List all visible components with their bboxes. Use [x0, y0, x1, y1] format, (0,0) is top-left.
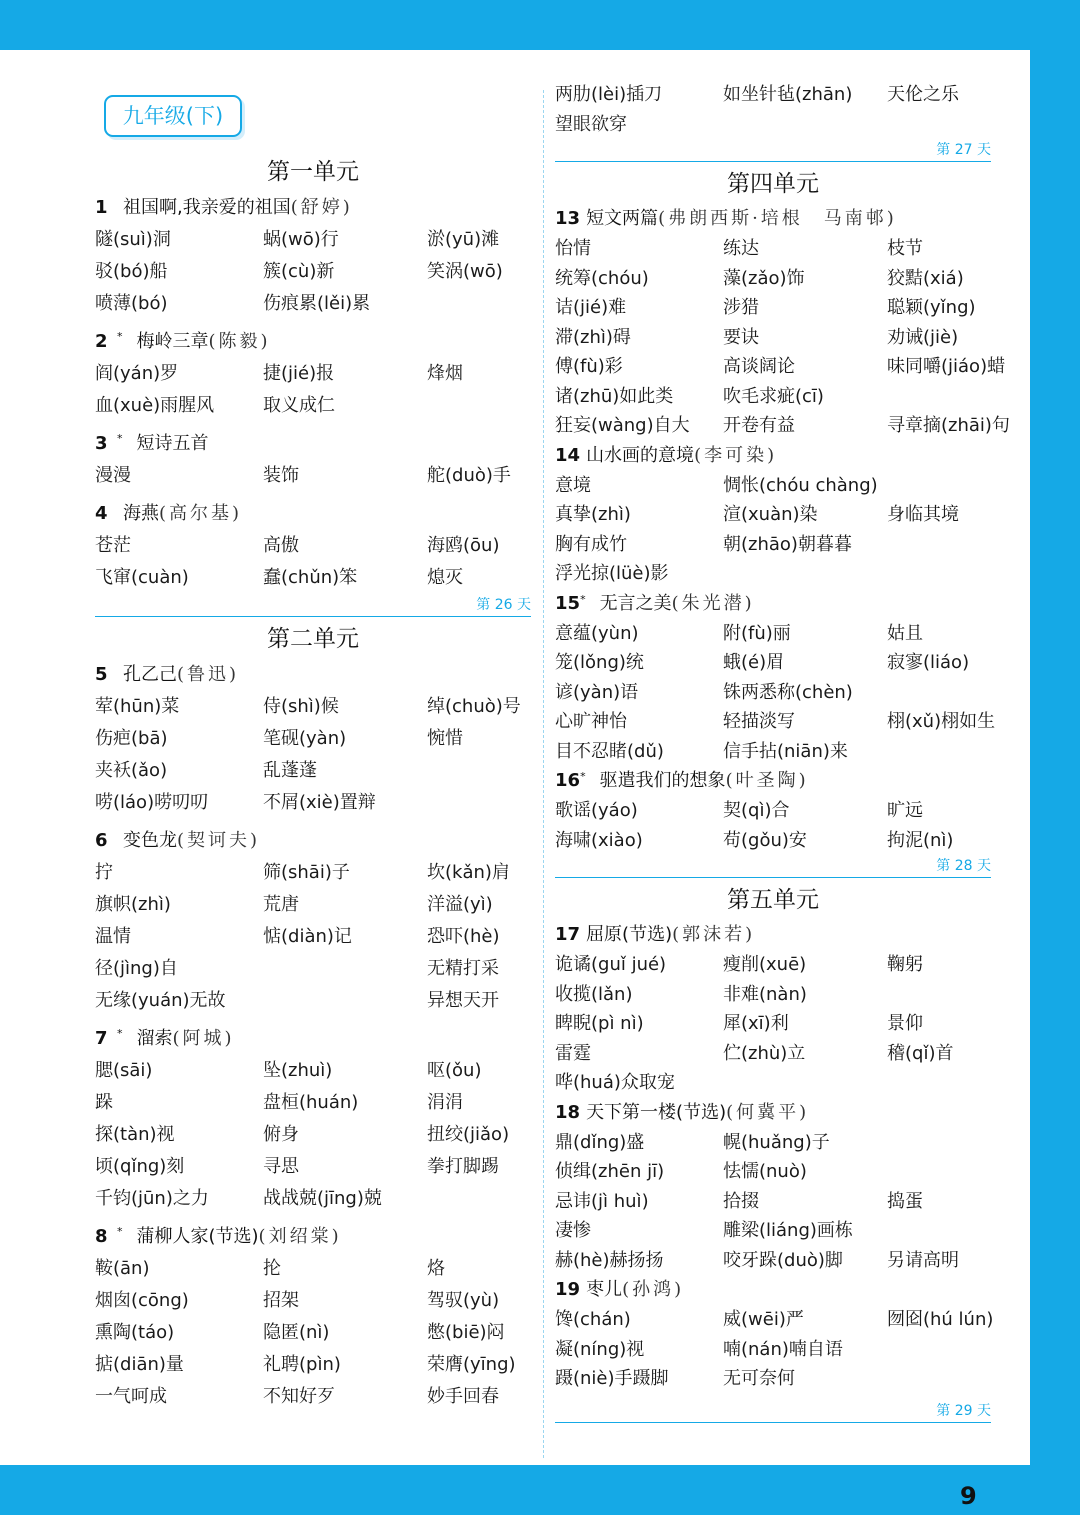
word-item: 不知好歹 — [263, 1386, 335, 1407]
word-item — [427, 1183, 531, 1215]
word-item: 伤痕累(lěi)累 — [263, 293, 371, 314]
word-item: 烽烟 — [427, 363, 463, 384]
word-item: 劝诫(jiè) — [887, 326, 959, 348]
lesson-title: 屈原(节选) — [586, 924, 673, 945]
word-item: 荤(hūn)菜 — [95, 696, 180, 717]
word-item: 拳打脚踢 — [427, 1156, 499, 1177]
word-item — [887, 382, 991, 412]
word-item: 无缘(yuán)无故 — [95, 990, 226, 1011]
word-item: 练达 — [723, 238, 759, 259]
word-item: 睥睨(pì nì) — [555, 1013, 644, 1034]
word-grid — [95, 857, 531, 1017]
lesson-heading — [555, 589, 991, 619]
word-item: 涓涓 — [427, 1092, 463, 1113]
lesson-author: (契诃夫) — [177, 830, 261, 851]
word-item: 驳(bó)船 — [95, 261, 168, 282]
word-grid — [95, 460, 531, 492]
word-item: 伤疤(bā) — [95, 728, 168, 749]
word-item: 开卷有益 — [723, 415, 795, 436]
unit-title: 第一单元 — [267, 159, 359, 185]
lesson-author: (叶圣陶) — [725, 770, 809, 791]
lesson-title: 天下第一楼(节选) — [586, 1101, 727, 1123]
word-grid — [555, 1305, 994, 1394]
lesson-number: 8 — [95, 1226, 108, 1247]
lesson-number: 13 — [555, 208, 581, 229]
lesson-title: 海燕 — [123, 503, 159, 524]
word-grid — [95, 1055, 531, 1215]
lesson-heading — [95, 428, 531, 460]
word-item — [887, 559, 991, 589]
word-item: 温情 — [95, 926, 131, 947]
word-item: 幌(huǎng)子 — [723, 1131, 830, 1153]
lesson-author: (孙鸿) — [622, 1279, 685, 1300]
word-grid — [555, 796, 991, 855]
lesson-author: (鲁迅) — [177, 664, 240, 685]
word-item: 身临其境 — [887, 504, 959, 525]
word-grid — [95, 691, 531, 819]
column-divider — [543, 90, 544, 1458]
word-item: 荣膺(yīng) — [427, 1354, 516, 1375]
word-item: 契(qì)合 — [723, 800, 790, 821]
word-item: 探(tàn)视 — [95, 1124, 175, 1145]
word-item: 意蕴(yùn) — [555, 622, 639, 644]
optional-star: * — [580, 592, 586, 606]
day-marker: 第 28 天 — [555, 855, 991, 878]
word-item: 栩(xǔ)栩如生 — [887, 711, 996, 732]
word-item: 一气呵成 — [95, 1386, 167, 1407]
lesson-heading — [95, 192, 531, 224]
word-item: 旗帜(zhì) — [95, 894, 171, 915]
word-item: 苍茫 — [95, 535, 131, 556]
word-item: 统筹(chóu) — [555, 267, 649, 289]
word-item: 天伦之乐 — [887, 84, 959, 105]
word-item: 战战兢(jīng)兢 — [263, 1188, 382, 1209]
word-item: 俯身 — [263, 1124, 299, 1145]
word-item: 呕(ǒu) — [427, 1060, 482, 1081]
word-item: 千钧(jūn)之力 — [95, 1188, 209, 1209]
word-grid — [95, 1253, 531, 1413]
word-item: 拾掇 — [723, 1190, 759, 1212]
lesson-heading — [555, 441, 991, 471]
word-item — [887, 1068, 991, 1098]
word-item: 夹袄(ǎo) — [95, 760, 168, 781]
word-item: 鼎(dǐng)盛 — [555, 1131, 645, 1153]
lesson-author: (李可染) — [694, 444, 778, 466]
day-marker: 第 29 天 — [555, 1400, 991, 1423]
word-grid — [95, 224, 531, 320]
word-item: 坎(kǎn)肩 — [427, 862, 510, 883]
lesson-number: 18 — [555, 1101, 581, 1123]
word-item: 不屑(xiè)置辩 — [263, 792, 376, 813]
unit-title: 第四单元 — [727, 171, 819, 197]
optional-star: * — [580, 770, 586, 783]
word-item: 装饰 — [263, 465, 299, 486]
word-item: 笔砚(yàn) — [263, 728, 347, 749]
unit-title: 第二单元 — [267, 626, 359, 652]
word-item: 威(wēi)严 — [723, 1309, 804, 1330]
word-item: 簇(cù)新 — [263, 261, 335, 282]
word-item: 蠢(chǔn)笨 — [263, 567, 358, 588]
word-item: 腮(sāi) — [95, 1060, 153, 1081]
word-item: 真挚(zhì) — [555, 504, 631, 525]
day-marker: 第 26 天 — [95, 594, 531, 617]
word-item: 高谈阔论 — [723, 356, 795, 377]
word-item — [887, 110, 991, 140]
word-item: 景仰 — [887, 1013, 923, 1034]
word-item: 胸有成竹 — [555, 533, 627, 555]
lesson-number: 15 — [555, 592, 581, 614]
lesson-number: 3 — [95, 433, 108, 454]
word-item: 哗(huá)众取宠 — [555, 1072, 675, 1093]
word-item: 附(fù)丽 — [723, 622, 791, 644]
word-item: 诸(zhū)如此类 — [555, 385, 674, 407]
word-item: 忌讳(jì huì) — [555, 1190, 649, 1212]
word-item: 诡谲(guǐ jué) — [555, 954, 667, 975]
word-item: 吹毛求疵(cī) — [723, 385, 824, 407]
word-item: 歌谣(yáo) — [555, 800, 638, 821]
word-item — [263, 985, 427, 1017]
word-item: 恐吓(hè) — [427, 926, 500, 947]
word-item: 隐匿(nì) — [263, 1322, 330, 1343]
lesson-author: (阿城) — [172, 1028, 235, 1049]
word-item: 扭绞(jiǎo) — [427, 1124, 510, 1145]
word-item: 阎(yán)罗 — [95, 363, 179, 384]
lesson-heading — [95, 659, 531, 691]
word-item: 铢两悉称(chèn) — [723, 681, 853, 703]
word-item: 蜗(wō)行 — [263, 229, 339, 250]
word-item: 笑涡(wō) — [427, 261, 503, 282]
word-item: 喃(nán)喃自语 — [723, 1338, 843, 1360]
word-item: 侍(shì)候 — [263, 696, 339, 717]
word-item: 收揽(lǎn) — [555, 983, 633, 1005]
word-item: 馋(chán) — [555, 1309, 631, 1330]
lesson-number: 14 — [555, 444, 581, 466]
word-grid — [555, 619, 996, 767]
word-item: 烟囱(cōng) — [95, 1290, 189, 1311]
word-item: 喷薄(bó) — [95, 293, 168, 314]
lesson-title: 蒲柳人家(节选) — [136, 1226, 259, 1247]
word-grid — [95, 358, 531, 422]
word-item: 瘦削(xuē) — [723, 954, 807, 975]
word-item: 凝(níng)视 — [555, 1338, 645, 1360]
word-item — [887, 1364, 991, 1394]
word-item: 唠(láo)唠叨叨 — [95, 792, 209, 813]
word-item: 径(jìng)自 — [95, 958, 178, 979]
word-item: 抡 — [263, 1258, 281, 1279]
word-item: 寻思 — [263, 1156, 299, 1177]
unit-title: 第五单元 — [727, 887, 819, 913]
lesson-title: 驱遣我们的想象 — [599, 770, 726, 791]
optional-star: * — [117, 330, 123, 343]
lesson-heading — [95, 1221, 531, 1253]
word-item: 血(xuè)雨腥风 — [95, 395, 215, 416]
page — [0, 50, 1030, 1510]
word-item: 笼(lǒng)统 — [555, 652, 644, 673]
lesson-heading — [555, 1098, 991, 1128]
lesson-author: (郭沫若) — [672, 924, 756, 945]
word-item: 异想天开 — [427, 990, 499, 1011]
lesson-number: 5 — [95, 664, 108, 685]
word-item — [723, 559, 887, 589]
word-grid — [555, 1128, 991, 1276]
word-item — [887, 1128, 991, 1158]
word-item: 盘桓(huán) — [263, 1092, 359, 1113]
lesson-title: 溜索 — [136, 1028, 173, 1049]
left-column — [95, 152, 531, 1413]
word-item: 侦缉(zhēn jī) — [555, 1161, 665, 1182]
lesson-author: (朱光潜) — [671, 592, 755, 614]
word-item: 旷远 — [887, 800, 923, 821]
lesson-number: 17 — [555, 924, 581, 945]
lesson-number: 2 — [95, 331, 108, 352]
word-item: 捷(jié)报 — [263, 363, 335, 384]
word-item: 要诀 — [723, 326, 759, 348]
word-item: 熄灭 — [427, 567, 463, 588]
word-item: 礼聘(pìn) — [263, 1354, 341, 1375]
word-item: 坠(zhuì) — [263, 1060, 333, 1081]
lesson-heading — [95, 825, 531, 857]
word-item: 另请高明 — [887, 1249, 959, 1271]
word-item: 惆怅(chóu chàng) — [723, 474, 878, 496]
lesson-author: (何冀平) — [726, 1101, 810, 1123]
word-item: 朝(zhāo)朝暮暮 — [723, 533, 852, 555]
word-item: 捣蛋 — [887, 1190, 923, 1212]
word-item: 狂妄(wàng)自大 — [555, 415, 690, 436]
word-item: 招架 — [263, 1290, 299, 1311]
word-item: 寻章摘(zhāi)句 — [887, 415, 1010, 436]
word-item: 妙手回春 — [427, 1386, 499, 1407]
lesson-number: 19 — [555, 1279, 581, 1300]
word-item: 聪颖(yǐng) — [887, 297, 976, 318]
word-item: 跺 — [95, 1092, 113, 1113]
word-item: 拧 — [95, 862, 113, 883]
lesson-author: (陈毅) — [208, 331, 271, 352]
word-item: 驾驭(yù) — [427, 1290, 500, 1311]
word-item: 淤(yū)滩 — [427, 229, 500, 250]
word-item: 姑且 — [887, 622, 923, 644]
lesson-number: 1 — [95, 197, 108, 218]
word-item: 拘泥(nì) — [887, 829, 954, 851]
word-item — [723, 110, 887, 140]
word-item: 目不忍睹(dǔ) — [555, 740, 664, 762]
word-item: 鞍(ān) — [95, 1258, 150, 1279]
word-item: 雕梁(liáng)画栋 — [723, 1220, 853, 1241]
lesson-heading — [555, 766, 991, 796]
word-item: 犀(xī)利 — [723, 1013, 789, 1034]
word-item: 两肋(lèi)插刀 — [555, 84, 663, 105]
optional-star: * — [117, 1225, 123, 1238]
word-item: 荒唐 — [263, 894, 299, 915]
lesson-heading — [555, 1275, 991, 1305]
word-item — [887, 737, 991, 767]
lesson-heading — [555, 920, 991, 950]
word-grid — [555, 471, 991, 589]
lesson-author: (舒婷) — [290, 197, 353, 218]
lesson-heading — [95, 1023, 531, 1055]
word-item: 蹑(niè)手蹑脚 — [555, 1368, 669, 1389]
day-marker: 第 27 天 — [555, 139, 991, 162]
word-item: 涉猎 — [723, 297, 759, 318]
right-column — [555, 80, 1010, 1425]
word-item — [887, 1216, 991, 1246]
word-item: 囫囵(hú lún) — [887, 1309, 994, 1330]
word-item: 无精打采 — [427, 958, 499, 979]
lesson-author: (刘绍棠) — [258, 1226, 342, 1247]
word-item — [723, 1068, 887, 1098]
lesson-title: 梅岭三章 — [136, 331, 209, 352]
word-item — [887, 678, 991, 708]
word-item: 惦(diàn)记 — [263, 926, 352, 947]
lesson-title: 孔乙己 — [123, 664, 177, 685]
lesson-heading — [95, 326, 531, 358]
word-item: 顷(qǐng)刻 — [95, 1156, 185, 1177]
lesson-number: 7 — [95, 1028, 108, 1049]
word-item — [887, 980, 991, 1010]
word-item: 海啸(xiào) — [555, 829, 643, 851]
word-item: 望眼欲穿 — [555, 113, 627, 135]
word-item: 蛾(é)眉 — [723, 652, 785, 673]
word-item: 烙 — [427, 1258, 445, 1279]
word-item — [427, 755, 531, 787]
word-item — [427, 787, 531, 819]
lesson-title: 枣儿 — [586, 1279, 623, 1300]
word-item: 枝节 — [887, 238, 923, 259]
word-item: 赫(hè)赫扬扬 — [555, 1249, 664, 1271]
word-item: 凄惨 — [555, 1220, 591, 1241]
lesson-heading — [555, 204, 991, 234]
word-item: 鞠躬 — [887, 954, 923, 975]
word-item: 轻描淡写 — [723, 711, 795, 732]
word-item: 筛(shāi)子 — [263, 862, 350, 883]
word-item: 非难(nàn) — [723, 983, 807, 1005]
word-item: 苟(gǒu)安 — [723, 829, 807, 851]
lesson-author: (高尔基) — [159, 503, 243, 524]
word-item: 浮光掠(lüè)影 — [555, 563, 669, 584]
word-item: 伫(zhù)立 — [723, 1042, 806, 1064]
word-item: 乱蓬蓬 — [263, 760, 317, 781]
word-item: 海鸥(ōu) — [427, 535, 500, 556]
word-grid — [95, 530, 531, 594]
word-item — [887, 1335, 991, 1365]
word-item: 雷霆 — [555, 1042, 591, 1064]
word-item: 熏陶(táo) — [95, 1322, 175, 1343]
word-item: 漫漫 — [95, 465, 131, 486]
word-item: 如坐针毡(zhān) — [723, 84, 853, 105]
word-grid — [555, 950, 991, 1098]
word-item: 藻(zǎo)饰 — [723, 267, 805, 289]
word-item: 信手拈(niān)来 — [723, 740, 848, 762]
word-item: 隧(suì)洞 — [95, 229, 171, 250]
word-item: 怡情 — [555, 238, 591, 259]
optional-star: * — [117, 432, 123, 445]
lesson-number: 6 — [95, 830, 108, 851]
lesson-title: 无言之美 — [599, 592, 672, 614]
word-item: 味同嚼(jiáo)蜡 — [887, 356, 1006, 377]
word-item: 高傲 — [263, 535, 299, 556]
lesson-title: 短文两篇 — [586, 208, 659, 229]
word-item: 憋(biē)闷 — [427, 1322, 505, 1343]
word-item: 渲(xuàn)染 — [723, 504, 818, 525]
grade-badge: 九年级(下) — [104, 95, 242, 137]
word-item: 狡黠(xiá) — [887, 267, 964, 289]
lesson-number: 16 — [555, 770, 581, 791]
word-grid — [555, 80, 991, 139]
lesson-author: (弗朗西斯·培根 马南邨) — [658, 208, 897, 229]
word-item: 傅(fù)彩 — [555, 356, 623, 377]
word-item: 寂寥(liáo) — [887, 652, 970, 673]
word-item: 舵(duò)手 — [427, 465, 511, 486]
word-item: 谚(yàn)语 — [555, 681, 639, 703]
word-item: 取义成仁 — [263, 395, 335, 416]
word-item — [887, 471, 991, 501]
word-item — [887, 530, 991, 560]
word-item: 洋溢(yì) — [427, 894, 493, 915]
word-item: 咬牙跺(duò)脚 — [723, 1249, 843, 1271]
word-item: 无可奈何 — [723, 1368, 795, 1389]
optional-star: * — [117, 1027, 123, 1040]
lesson-title: 短诗五首 — [136, 433, 209, 454]
lesson-heading — [95, 498, 531, 530]
lesson-title: 变色龙 — [123, 830, 177, 851]
lesson-title: 山水画的意境 — [586, 444, 695, 466]
word-item: 掂(diān)量 — [95, 1354, 184, 1375]
word-item: 飞窜(cuàn) — [95, 567, 189, 588]
word-item: 稽(qǐ)首 — [887, 1042, 954, 1064]
word-item: 意境 — [555, 474, 591, 496]
word-item: 绰(chuò)号 — [427, 696, 521, 717]
word-item — [887, 1157, 991, 1187]
word-item: 心旷神怡 — [555, 711, 627, 732]
word-item: 惋惜 — [427, 728, 463, 749]
word-grid — [555, 234, 1010, 441]
word-item: 滞(zhì)碍 — [555, 326, 631, 348]
lesson-number: 4 — [95, 503, 108, 524]
word-item: 怯懦(nuò) — [723, 1161, 807, 1182]
lesson-title: 祖国啊,我亲爱的祖国 — [123, 197, 291, 218]
page-number: 9 — [960, 1482, 977, 1510]
word-item — [263, 953, 427, 985]
word-item: 诘(jié)难 — [555, 297, 627, 318]
